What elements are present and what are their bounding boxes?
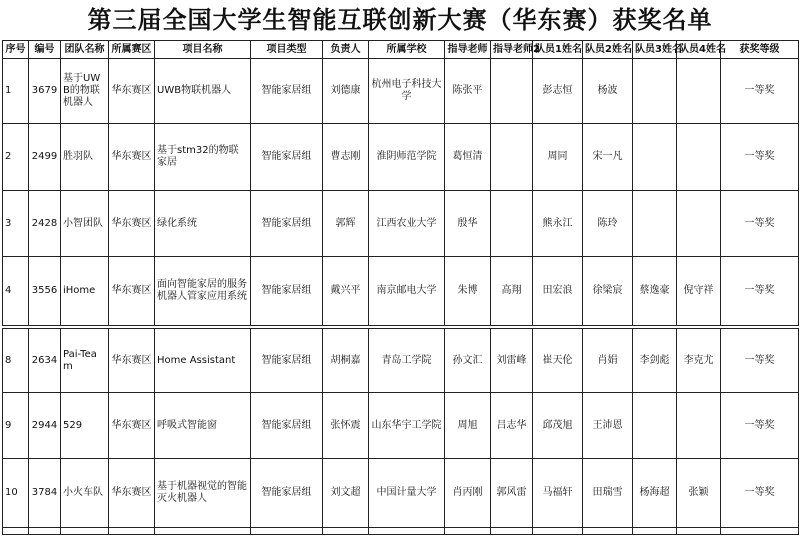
table-header-row [3,41,799,59]
cell-leader: 刘文超 [323,459,369,528]
cell-id: 2499 [29,124,61,191]
cell-team: 小智团队 [61,191,109,257]
cell-award: 一等奖 [721,124,799,191]
cell-member3: 李剑彪 [633,329,677,393]
cell-member3 [633,393,677,459]
cell-empty [61,528,109,535]
cell-leader: 郭辉 [323,191,369,257]
cell-school: 杭州电子科技大学 [369,59,445,124]
cell-leader: 戴兴平 [323,257,369,326]
column-header: 队员4姓名 [677,41,721,59]
column-header: 团队名称 [61,41,109,59]
cell-project: 呼吸式智能窗 [155,393,251,459]
cell-member2: 肖娟 [583,329,633,393]
cell-id: 2634 [29,329,61,393]
cell-school: 淮阴师范学院 [369,124,445,191]
cell-empty [677,528,721,535]
cell-member4: 李克尤 [677,329,721,393]
cell-advisor2: 高翔 [491,257,533,326]
cell-member2: 宋一凡 [583,124,633,191]
cell-member3: 蔡逸豪 [633,257,677,326]
table-row [3,59,799,124]
cell-school: 江西农业大学 [369,191,445,257]
cell-advisor1: 孙文汇 [445,329,491,393]
cell-type: 智能家居组 [251,329,323,393]
column-header: 获奖等级 [721,41,799,59]
cell-member4 [677,393,721,459]
cell-region: 华东赛区 [109,459,155,528]
cell-no: 1 [3,59,29,124]
cell-no: 8 [3,329,29,393]
cell-empty [155,528,251,535]
table-row [3,257,799,326]
cell-empty [533,528,583,535]
column-header: 项目类型 [251,41,323,59]
cell-advisor1: 周旭 [445,393,491,459]
cell-award: 一等奖 [721,59,799,124]
cell-empty [583,528,633,535]
cell-team: iHome [61,257,109,326]
cell-type: 智能家居组 [251,59,323,124]
cell-leader: 曹志刚 [323,124,369,191]
table-row [3,124,799,191]
cell-type: 智能家居组 [251,257,323,326]
column-header: 负责人 [323,41,369,59]
cell-project: Home Assistant [155,329,251,393]
cell-member3: 杨海超 [633,459,677,528]
cell-member1: 崔天伦 [533,329,583,393]
cell-region: 华东赛区 [109,59,155,124]
cell-advisor2: 刘雷峰 [491,329,533,393]
cell-empty [369,528,445,535]
cell-member1: 马福轩 [533,459,583,528]
cell-empty [29,528,61,535]
table-row-partial [3,528,799,535]
cell-type: 智能家居组 [251,393,323,459]
cell-no: 4 [3,257,29,326]
cell-id: 3679 [29,59,61,124]
column-header: 指导老师2 [491,41,533,59]
cell-region: 华东赛区 [109,191,155,257]
cell-team: 小火车队 [61,459,109,528]
cell-member4 [677,124,721,191]
cell-project: UWB物联机器人 [155,59,251,124]
cell-award: 一等奖 [721,329,799,393]
cell-award: 一等奖 [721,191,799,257]
column-header: 指导老师 [445,41,491,59]
column-header: 所属学校 [369,41,445,59]
cell-region: 华东赛区 [109,124,155,191]
cell-member2: 杨波 [583,59,633,124]
cell-member1: 邱茂旭 [533,393,583,459]
cell-advisor1: 陈张平 [445,59,491,124]
cell-empty [633,528,677,535]
cell-advisor1: 朱博 [445,257,491,326]
cell-empty [491,528,533,535]
cell-no: 10 [3,459,29,528]
table-row [3,191,799,257]
cell-award: 一等奖 [721,257,799,326]
cell-id: 3784 [29,459,61,528]
table-row [3,459,799,528]
cell-no: 3 [3,191,29,257]
cell-school: 山东华宇工学院 [369,393,445,459]
cell-type: 智能家居组 [251,191,323,257]
cell-member1: 熊永江 [533,191,583,257]
table-row [3,393,799,459]
table-row [3,329,799,393]
cell-advisor2 [491,191,533,257]
cell-project: 基于机器视觉的智能灭火机器人 [155,459,251,528]
cell-id: 2944 [29,393,61,459]
cell-region: 华东赛区 [109,329,155,393]
cell-member4: 倪守祥 [677,257,721,326]
cell-award: 一等奖 [721,393,799,459]
cell-member1: 田宏浪 [533,257,583,326]
column-header: 所属赛区 [109,41,155,59]
cell-id: 2428 [29,191,61,257]
cell-empty [109,528,155,535]
cell-advisor2: 郭风雷 [491,459,533,528]
cell-school: 中国计量大学 [369,459,445,528]
cell-empty [323,528,369,535]
page-title: 第三届全国大学生智能互联创新大赛（华东赛）获奖名单 [87,6,713,34]
cell-project: 面向智能家居的服务机器人管家应用系统 [155,257,251,326]
cell-school: 南京邮电大学 [369,257,445,326]
cell-region: 华东赛区 [109,257,155,326]
cell-advisor1: 葛恒清 [445,124,491,191]
cell-leader: 刘德康 [323,59,369,124]
cell-member4 [677,191,721,257]
column-header: 编号 [29,41,61,59]
cell-member2: 王沛恩 [583,393,633,459]
cell-member2: 徐梁宸 [583,257,633,326]
cell-leader: 胡桐嘉 [323,329,369,393]
cell-type: 智能家居组 [251,459,323,528]
cell-type: 智能家居组 [251,124,323,191]
column-header: 序号 [3,41,29,59]
cell-member1: 周同 [533,124,583,191]
cell-member3 [633,124,677,191]
cell-leader: 张怀震 [323,393,369,459]
cell-team: 胜羽队 [61,124,109,191]
cell-member2: 陈玲 [583,191,633,257]
cell-advisor2 [491,124,533,191]
cell-project: 基于stm32的物联家居 [155,124,251,191]
cell-advisor2: 吕志华 [491,393,533,459]
cell-project: 绿化系统 [155,191,251,257]
cell-region: 华东赛区 [109,393,155,459]
column-header: 队员2姓名 [583,41,633,59]
cell-member2: 田瑞雪 [583,459,633,528]
column-header: 项目名称 [155,41,251,59]
cell-member3 [633,59,677,124]
cell-id: 3556 [29,257,61,326]
cell-no: 2 [3,124,29,191]
cell-empty [721,528,799,535]
cell-empty [3,528,29,535]
cell-advisor2 [491,59,533,124]
cell-member4 [677,59,721,124]
cell-advisor1: 肖丙刚 [445,459,491,528]
awards-table [2,40,799,535]
cell-empty [445,528,491,535]
column-header: 队员1姓名 [533,41,583,59]
cell-member3 [633,191,677,257]
cell-empty [251,528,323,535]
cell-member4: 张颖 [677,459,721,528]
cell-team: 529 [61,393,109,459]
cell-advisor1: 殷华 [445,191,491,257]
cell-team: Pai-Team [61,329,109,393]
column-header: 队员3姓名 [633,41,677,59]
cell-school: 青岛工学院 [369,329,445,393]
cell-no: 9 [3,393,29,459]
cell-member1: 彭志恒 [533,59,583,124]
cell-team: 基于UWB的物联机器人 [61,59,109,124]
cell-award: 一等奖 [721,459,799,528]
